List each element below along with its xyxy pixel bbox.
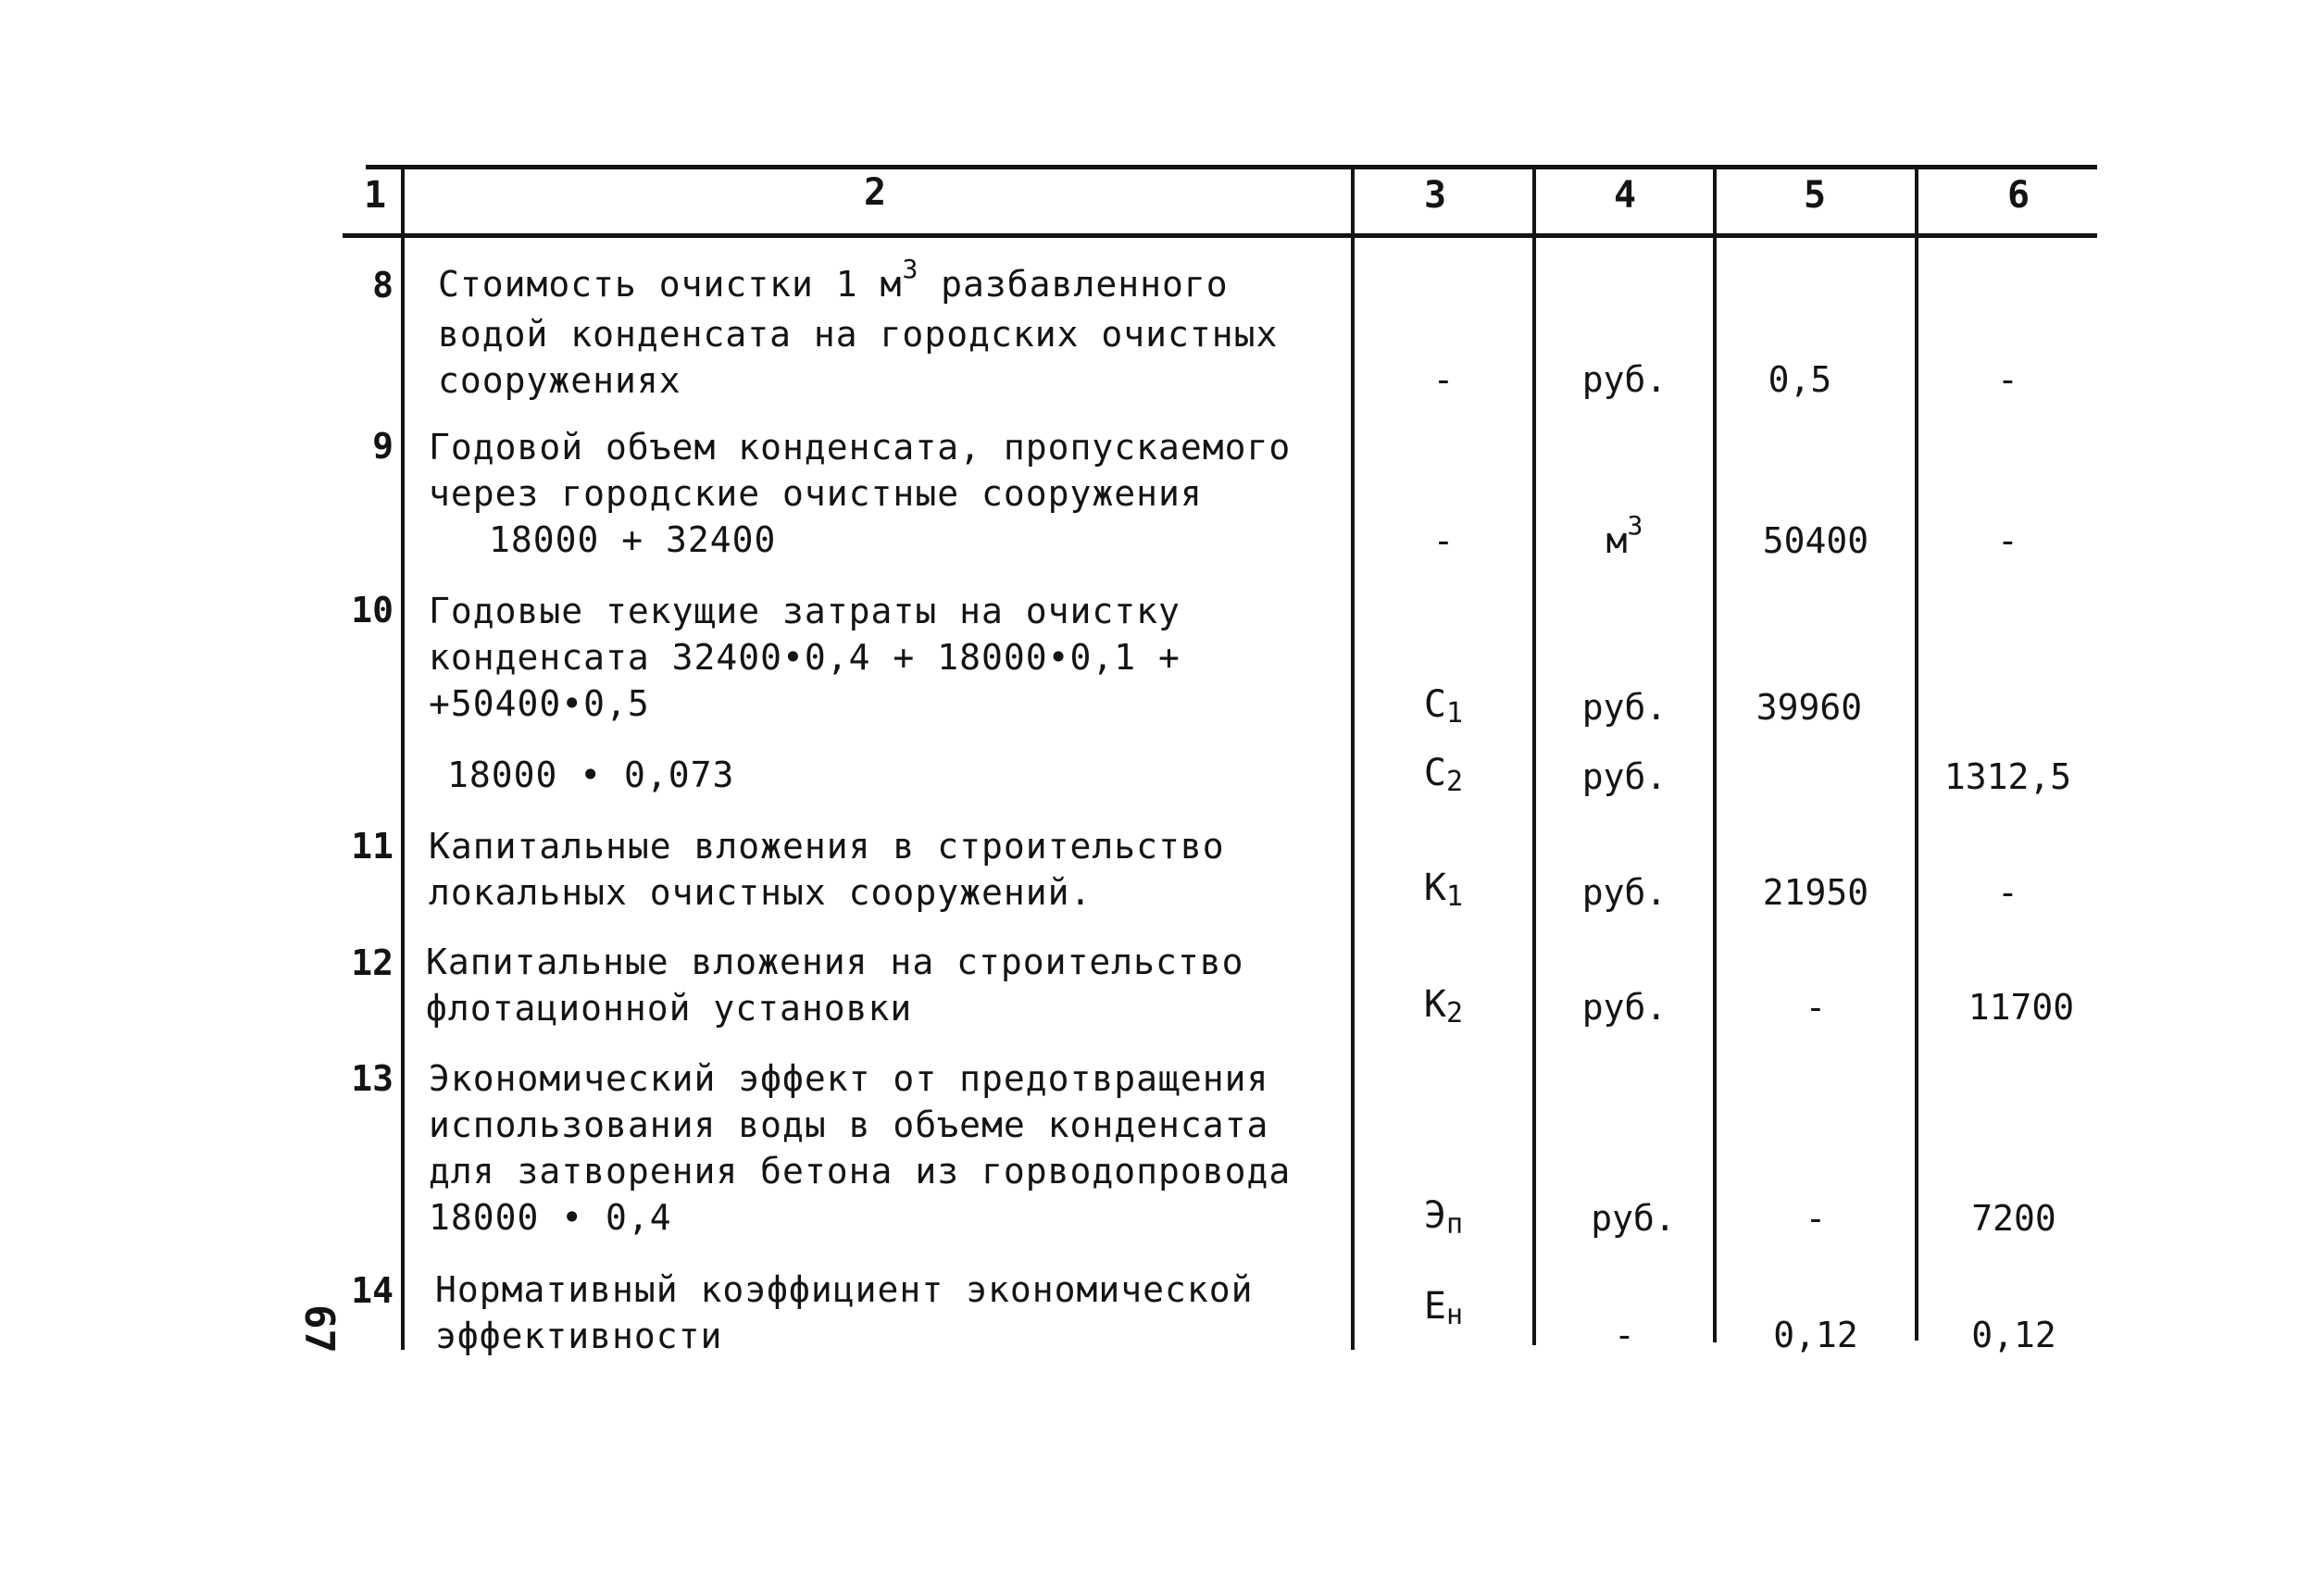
subscript: 2	[1446, 997, 1464, 1029]
row-number: 14	[351, 1270, 394, 1311]
subscript: 1	[1446, 880, 1464, 913]
desc-line: сооружениях	[438, 360, 681, 401]
desc-line: для затворения бетона из горводопровода	[429, 1151, 1292, 1191]
header-bottom-rule	[343, 233, 2097, 238]
superscript: 3	[902, 254, 919, 284]
desc-line: Капитальные вложения на строительство	[426, 942, 1244, 982]
cell-col-5: -	[1805, 987, 1827, 1028]
row-description	[447, 752, 734, 798]
cell-col-6: -	[1997, 520, 2018, 561]
desc-line: Стоимость очистки 1 м	[438, 264, 903, 305]
row-description	[438, 254, 1279, 404]
cell-col-5: 21950	[1762, 872, 1869, 913]
desc-line: эффективности	[435, 1316, 723, 1356]
col-divider-1	[401, 165, 405, 1350]
cell-col-3	[1355, 683, 1532, 730]
cell-col-5: 39960	[1755, 687, 1863, 728]
desc-line: через городские очистные сооружения	[429, 473, 1203, 514]
cell-col-5: -	[1805, 1198, 1827, 1239]
header-col-4: 4	[1613, 174, 1637, 217]
desc-line: 18000 • 0,073	[447, 755, 735, 795]
subscript: н	[1446, 1299, 1464, 1331]
header-col-5: 5	[1803, 174, 1827, 217]
table-top-rule	[366, 165, 2097, 169]
cell-col-4: руб.	[1581, 987, 1668, 1028]
desc-line: 18000 • 0,4	[429, 1197, 672, 1238]
desc-line: Экономический эффект от предотвращения	[429, 1058, 1269, 1099]
cell-col-3	[1355, 867, 1532, 913]
desc-line: 18000 + 32400	[489, 519, 777, 560]
row-number: 10	[351, 590, 394, 630]
desc-line: Годовые текущие затраты на очистку	[429, 591, 1181, 631]
symbol: К	[1423, 867, 1447, 909]
row-number: 13	[351, 1058, 394, 1099]
cell-col-3: -	[1432, 359, 1455, 400]
cell-col-6: 11700	[1968, 987, 2075, 1028]
cell-col-4: руб.	[1581, 687, 1668, 728]
cell-col-4	[1536, 510, 1713, 561]
cell-col-4: руб.	[1581, 872, 1668, 913]
header-col-2: 2	[863, 171, 887, 214]
unit-m: м	[1606, 520, 1628, 561]
col-divider-3	[1532, 165, 1536, 1345]
desc-line: использования воды в объеме конденсата	[429, 1104, 1269, 1145]
row-description	[429, 424, 1291, 563]
desc-line: локальных очистных сооружений.	[429, 872, 1093, 913]
symbol: Е	[1423, 1285, 1447, 1328]
cell-col-5: 0,12	[1773, 1315, 1858, 1355]
cell-col-6: 1312,5	[1943, 756, 2072, 797]
cell-col-3	[1355, 1285, 1532, 1331]
symbol: С	[1423, 683, 1447, 726]
cell-col-6: 0,12	[1971, 1315, 2056, 1355]
row-description	[435, 1266, 1253, 1359]
cell-col-6: -	[1997, 872, 2018, 913]
symbol: Э	[1423, 1194, 1447, 1237]
desc-line: Годовой объем конденсата, пропускаемого	[429, 427, 1292, 468]
header-col-6: 6	[2006, 174, 2030, 217]
subscript: п	[1446, 1208, 1464, 1241]
cell-col-5: 50400	[1762, 520, 1869, 561]
desc-line-rest: разбавленного	[918, 264, 1229, 305]
superscript: 3	[1627, 510, 1643, 541]
desc-line: флотационной установки	[426, 988, 913, 1029]
desc-line: водой конденсата на городских очистных	[438, 314, 1279, 355]
cell-col-4: руб.	[1581, 756, 1668, 797]
row-number: 9	[372, 426, 394, 467]
row-description	[429, 588, 1181, 727]
desc-line: конденсата 32400•0,4 + 18000•0,1 +	[429, 637, 1181, 678]
row-description	[426, 939, 1243, 1031]
col-divider-4	[1713, 165, 1717, 1342]
header-col-1: 1	[363, 174, 387, 217]
row-description	[429, 1055, 1291, 1241]
cell-col-6: 7200	[1971, 1198, 2056, 1239]
cell-col-3	[1355, 752, 1532, 798]
symbol: С	[1423, 752, 1447, 794]
cell-col-4: руб.	[1581, 359, 1668, 400]
subscript: 1	[1446, 697, 1464, 730]
symbol: К	[1423, 983, 1447, 1026]
cell-col-3	[1355, 983, 1532, 1029]
cell-col-3: -	[1432, 520, 1455, 561]
desc-line: +50400•0,5	[429, 683, 650, 724]
subscript: 2	[1446, 766, 1464, 798]
desc-line: Капитальные вложения в строительство	[429, 826, 1225, 867]
cell-col-5: 0,5	[1768, 359, 1832, 400]
row-description	[429, 823, 1225, 916]
page-number: 67	[294, 1304, 343, 1354]
cell-col-6: -	[1997, 359, 2018, 400]
desc-line: Нормативный коэффициент экономической	[435, 1269, 1254, 1310]
row-number: 12	[351, 942, 394, 983]
header-col-3: 3	[1423, 174, 1447, 217]
cell-col-3	[1355, 1194, 1532, 1241]
cell-col-4: -	[1614, 1315, 1635, 1355]
cell-col-4: руб.	[1591, 1198, 1676, 1239]
row-number: 8	[372, 265, 394, 306]
col-divider-5	[1915, 165, 1918, 1341]
row-number: 11	[351, 826, 394, 867]
